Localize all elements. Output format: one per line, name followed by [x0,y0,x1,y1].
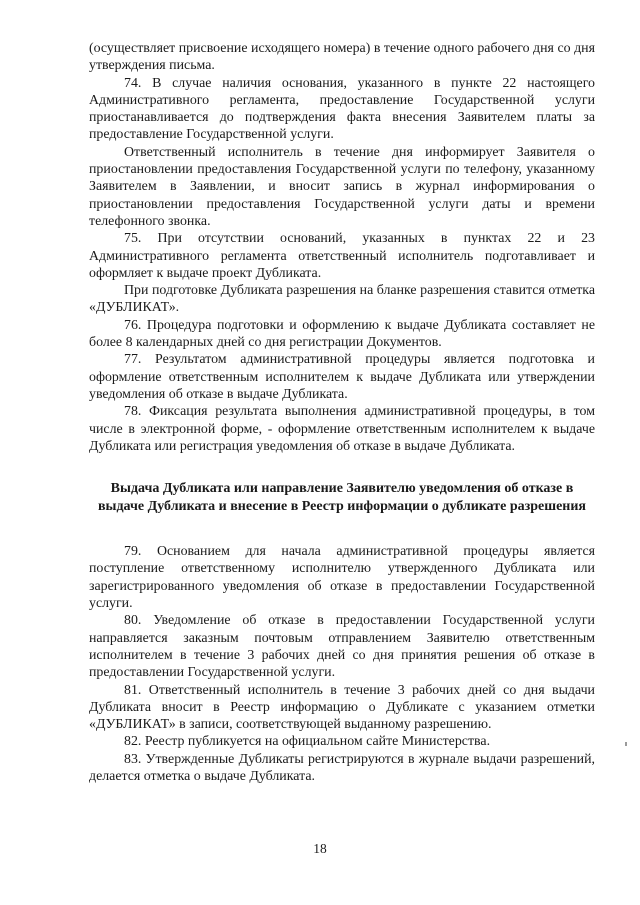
paragraph-78: 78. Фиксация результата выполнения административной процедуры, в том числе в электронной форме, - оформление ответственным исполнителем к выдаче Дубликата или регистрация уведомления об отказе в выдаче Дубликата. [89,404,595,454]
paragraph-83: 83. Утвержденные Дубликаты регистрируются в журнале выдачи разрешений, делается отметка о выдаче Дубликата. [89,751,595,784]
paragraph-77: 77. Результатом административной процедуры является подготовка и оформление ответственным исполнителем к выдаче Дубликата или утверждении уведомления об отказе в выдаче Дубликата. [89,352,595,402]
paragraph-76: 76. Процедура подготовки и оформлению к выдаче Дубликата составляет не более 8 календарных дней со дня регистрации Документов. [89,317,595,351]
paragraph-79: 79. Основанием для начала административной процедуры является поступление ответственному исполнителю утвержденного Дубликата или зарегистрированного уведомления об отказе в предоставлении Государственной услуги. [89,544,595,612]
section-heading: Выдача Дубликата или направление Заявителю уведомления об отказе в выдаче Дубликата и внесение в Реестр информации о дубликате разрешения [97,481,587,515]
paragraph-80: 80. Уведомление об отказе в предоставлении Государственной услуги направляется заказным почтовым отправлением Заявителю ответственным исполнителем в течение 3 рабочих дней со дня принятия решения об отказе в предоставлении Государственной услуги. [89,613,595,681]
paragraph-75: 75. При отсутствии оснований, указанных в пунктах 22 и 23 Административного регламента ответственный исполнитель подготавливает и оформляет к выдаче проект Дубликата. [89,231,595,281]
document-page [89,40,595,785]
paragraph-74-notification: Ответственный исполнитель в течение дня информирует Заявителя о приостановлении предоставления Государственной услуги по телефону, указанному Заявителем в Заявлении, и вносит запись в журнал информирования о приостановлении предоставления Государственной услуги даты и времени телефонного звонка. [89,144,595,229]
scan-artifact [625,742,627,746]
paragraph-81: 81. Ответственный исполнитель в течение 3 рабочих дней со дня выдачи Дубликата вносит в Реестр информацию о Дубликате с указанием отметки «ДУБЛИКАТ» в записи, соответствующей выданному разрешению. [89,682,595,733]
paragraph-75-duplicate-mark: При подготовке Дубликата разрешения на бланке разрешения ставится отметка «ДУБЛИКАТ». [89,283,595,316]
paragraph-82: 82. Реестр публикуется на официальном сайте Министерства. [124,734,491,750]
paragraph-continuation: (осуществляет присвоение исходящего номера) в течение одного рабочего дня со дня утверждения письма. [89,41,595,74]
paragraph-74: 74. В случае наличия основания, указанного в пункте 22 настоящего Административного регламента, предоставление Государственной услуги приостанавливается до подтверждения факта внесения Заявителем платы за предоставление Государственной услуги. [89,75,595,143]
page-number: 18 [313,841,327,856]
